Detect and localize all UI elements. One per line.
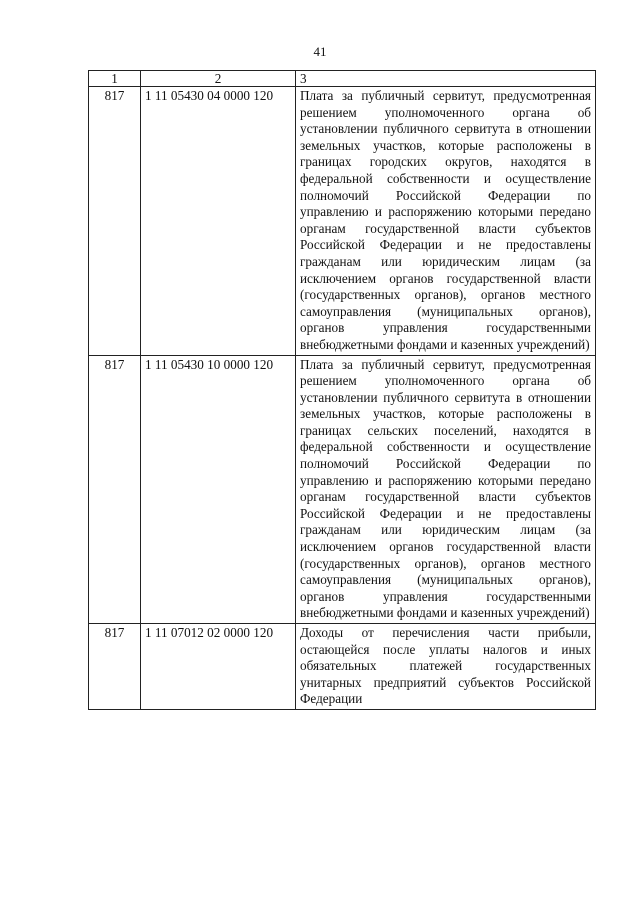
description-cell: Доходы от перечисления части прибыли, остающейся после уплаты налогов и иных обязательных платежей государственных унитарных предприятий субъектов Российской Федерации [296,624,596,710]
admin-code-cell: 817 [89,355,141,624]
description-cell: Плата за публичный сервитут, предусмотренная решением уполномоченного органа об установлении публичного сервитута в отношении земельных участков, которые расположены в границах сельских поселений, находятся в федеральной собственности и осуществление полномочий Российской Федерации по управлению и распоряжению которыми передано органам государственной власти субъектов Российской Федерации и не предоставлены гражданам или юридическим лицам (за исключением органов государственной власти (государственных органов), органов местного самоуправления (муниципальных органов), органов управления государственными внебюджетными фондами и казенных учреждений) [296,355,596,624]
column-header-3: 3 [296,71,596,87]
kbk-code-cell: 1 11 07012 02 0000 120 [141,624,296,710]
column-header-1: 1 [89,71,141,87]
admin-code-cell: 817 [89,87,141,356]
admin-code-cell: 817 [89,624,141,710]
kbk-code-cell: 1 11 05430 10 0000 120 [141,355,296,624]
description-cell: Плата за публичный сервитут, предусмотренная решением уполномоченного органа об установлении публичного сервитута в отношении земельных участков, которые расположены в границах городских округов, находятся в федеральной собственности и осуществление полномочий Российской Федерации по управлению и распоряжению которыми передано органам государственной власти субъектов Российской Федерации и не предоставлены гражданам или юридическим лицам (за исключением органов государственной власти (государственных органов), органов местного самоуправления (муниципальных органов), органов управления государственными внебюджетными фондами и казенных учреждений) [296,87,596,356]
column-header-2: 2 [141,71,296,87]
revenue-codes-table [88,70,596,710]
table-row [89,355,596,624]
table-header-row [89,71,596,87]
page-number: 41 [313,44,327,59]
kbk-code-cell: 1 11 05430 04 0000 120 [141,87,296,356]
table-row [89,624,596,710]
table-row [89,87,596,356]
